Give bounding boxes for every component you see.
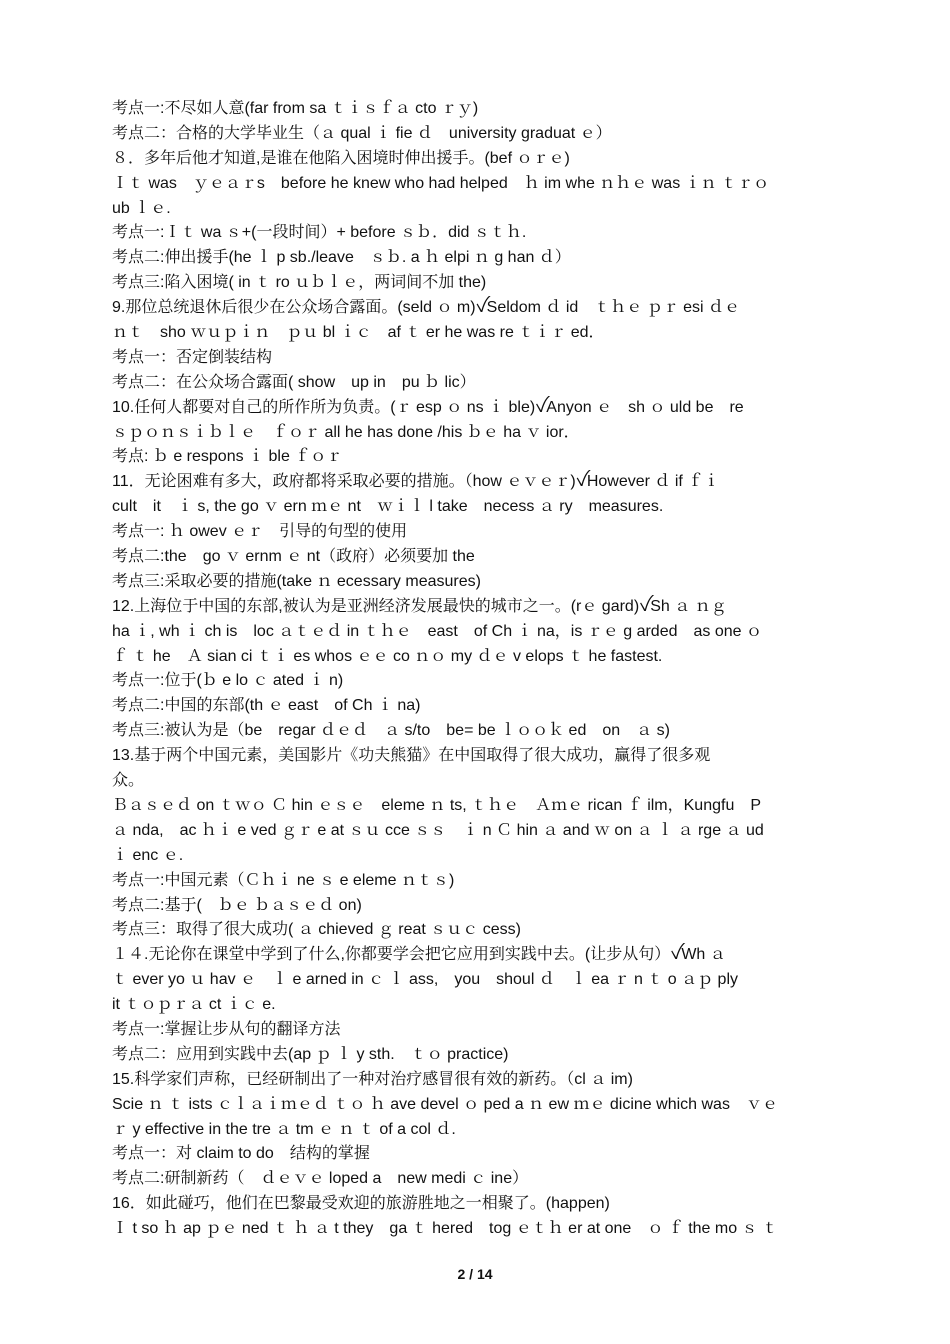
text-line: Ｉ t so ｈ ap ｐｅ ned ｔ ｈ ａ t they ga ｔ hered tog ｅｔｈ er at one ｏ ｆ the mo ｓ ｔ [112, 1220, 779, 1238]
text-line: 考点一：否定倒装结构 [112, 348, 273, 366]
text-line: ８．多年后他才知道,是谁在他陷入困境时伸出援手。(bef ｏｒｅ) [112, 149, 570, 167]
text-line: 考点一:不尽如人意(far from sa ｔｉｓｆａ cto ｒｙ) [112, 100, 479, 117]
text-line: 考点三:被认为是（be regar ｄｅｄ ａ s/to be= be ｌｏｏｋ ed on ａ s) [112, 722, 670, 740]
text-line: 考点三:陷入困境( in ｔ ro ｕｂｌｅ，两词间不加 the) [112, 274, 487, 292]
page-number [0, 1266, 950, 1282]
text-line: ub ｌｅ. [112, 199, 171, 217]
text-line: ｔ ever yo ｕ hav ｅ ｌ e arned in ｃ ｌ ass, you shoul ｄ ｌ ea ｒ n ｔ o ａｐ ply [112, 971, 738, 989]
text-line: ｓｐｏｎｓｉｂｌｅ ｆｏｒ all he has done /his ｂｅ ha ｖ ior． [112, 423, 580, 441]
text-line: 考点一：对 claim to do 结构的掌握 [112, 1145, 370, 1163]
text-line: 考点二:伸出援手(he ｌ p sb./leave ｓｂ. a ｈ elpi ｎ g han ｄ） [112, 249, 571, 267]
text-line: 考点二：合格的大学毕业生（ａ qual ｉ fie ｄ university graduat ｅ） [112, 124, 612, 142]
text-line: 考点二：在公众场合露面( show up in pu ｂ lic） [112, 373, 476, 391]
text-line: 11．无论困难有多大，政府都将采取必要的措施。（how ｅｖｅｒ)ꪜHowever ｄ if ｆｉ [112, 473, 720, 491]
text-line: Ｉｔ was ｙｅａｒs before he knew who had helped ｈ im whe ｎｈｅ was ｉｎ ｔｒｏ [112, 174, 770, 192]
text-line: ｎｔ sho ｗｕｐｉｎ ｐｕ bl ｉｃ af ｔ er he was re ｔｉｒ ed． [112, 324, 605, 342]
text-line: it ｔｏｐｒａ ct ｉｃ e. [112, 996, 276, 1014]
text-line: 13.基于两个中国元素，美国影片《功夫熊猫》在中国取得了很大成功，赢得了很多观 [112, 747, 711, 765]
text-line: 考点二：应用到实践中去(ap ｐ ｌ y sth. ｔｏ practice) [112, 1045, 509, 1063]
text-line: cult it ｉ s, the go ｖ ern ｍｅ nt ｗｉｌ l take necess ａ ry measures. [112, 498, 664, 516]
text-line: 考点三：取得了很大成功( ａ chieved ｇ reat ｓｕｃ cess) [112, 921, 521, 939]
text-line: 众。 [112, 772, 145, 790]
text-line: 考点二:研制新药（ ｄｅｖｅ loped a new medi ｃ ine） [112, 1170, 529, 1188]
text-line: 12.上海位于中国的东部,被认为是亚洲经济发展最快的城市之一。(rｅ gard)ꪜSh ａ ｎｇ [112, 597, 727, 615]
text-line: ｒ y effective in the tre ａ tm ｅ ｎ ｔ of a col ｄ. [112, 1120, 456, 1138]
document-body [112, 97, 842, 1242]
total-pages: 14 [476, 1266, 493, 1282]
page-separator: / [469, 1266, 474, 1282]
text-line: 15.科学家们声称，已经研制出了一种对治疗感冒很有效的新药。（cl ａ im) [112, 1070, 633, 1088]
text-line: 9.那位总统退休后很少在公众场合露面。(seld ｏ m)ꪜSeldom ｄ id ｔｈｅ ｐｒ esi ｄｅ [112, 299, 741, 317]
text-line: 考点一:掌握让步从句的翻译方法 [112, 1020, 341, 1038]
text-line: ａ nda, ac ｈｉ e ved ｇｒ e at ｓｕ cce ｓｓ ｉ n Ｃ hin ａ and ｗ on ａ ｌ ａ rge ａ ud [112, 821, 764, 839]
text-line: 考点一:中国元素（Ｃｈｉ ne ｓ e eleme ｎｔｓ) [112, 871, 455, 889]
text-line: ｉ enc ｅ. [112, 846, 184, 864]
text-line: 16．如此碰巧，他们在巴黎最受欢迎的旅游胜地之一相聚了。(happen) [112, 1195, 610, 1213]
text-line: １４.无论你在课堂中学到了什么,你都要学会把它应用到实践中去。(让步从句）ꪜWh ａ [112, 946, 726, 964]
text-line: 考点二:基于( ｂｅ ｂａｓｅｄ on) [112, 896, 362, 914]
text-line: 10.任何人都要对自己的所作所为负责。(ｒ esp ｏ ns ｉ ble)ꪜAnyon ｅ sh ｏ uld be re [112, 398, 744, 416]
text-line: 考点一: ｈ owev ｅｒ 引导的句型的使用 [112, 523, 408, 541]
text-line: 考点三:采取必要的措施(take ｎ ecessary measures) [112, 572, 481, 590]
text-line: Ｂａｓｅｄ on ｔｗｏ Ｃ hin ｅｓｅ eleme ｎ ts, ｔｈｅ Ａｍｅ rican ｆ ilm，Kungfu P [112, 796, 762, 814]
current-page: 2 [457, 1266, 466, 1282]
text-line: 考点一:Ｉｔ wa ｓ+(一段时间）+ before ｓｂ．did ｓｔｈ. [112, 224, 527, 242]
text-line: Scie ｎ ｔ ists ｃｌａｉｍｅｄ ｔｏ ｈ ave devel ｏ ped a ｎ ew ｍｅ dicine which was ｖｅ [112, 1095, 778, 1113]
text-line: 考点二:the go ｖ ernm ｅ nt（政府）必须要加 the [112, 548, 475, 566]
text-line: ha ｉ, wh ｉ ch is loc ａｔｅｄ in ｔｈｅ east of Ch ｉ na，is ｒｅ g arded as one ｏ [112, 622, 762, 640]
text-line: 考点: ｂ e respons ｉ ble ｆｏｒ [112, 448, 343, 466]
text-line: ｆ ｔ he Ａ sian ci ｔｉ es whos ｅｅ co ｎｏ my ｄｅ v elops ｔ he fastest. [112, 647, 663, 665]
text-line: 考点一:位于(ｂ e lo ｃ ated ｉ n) [112, 672, 344, 690]
text-line: 考点二:中国的东部(th ｅ east of Ch ｉ na) [112, 697, 421, 715]
